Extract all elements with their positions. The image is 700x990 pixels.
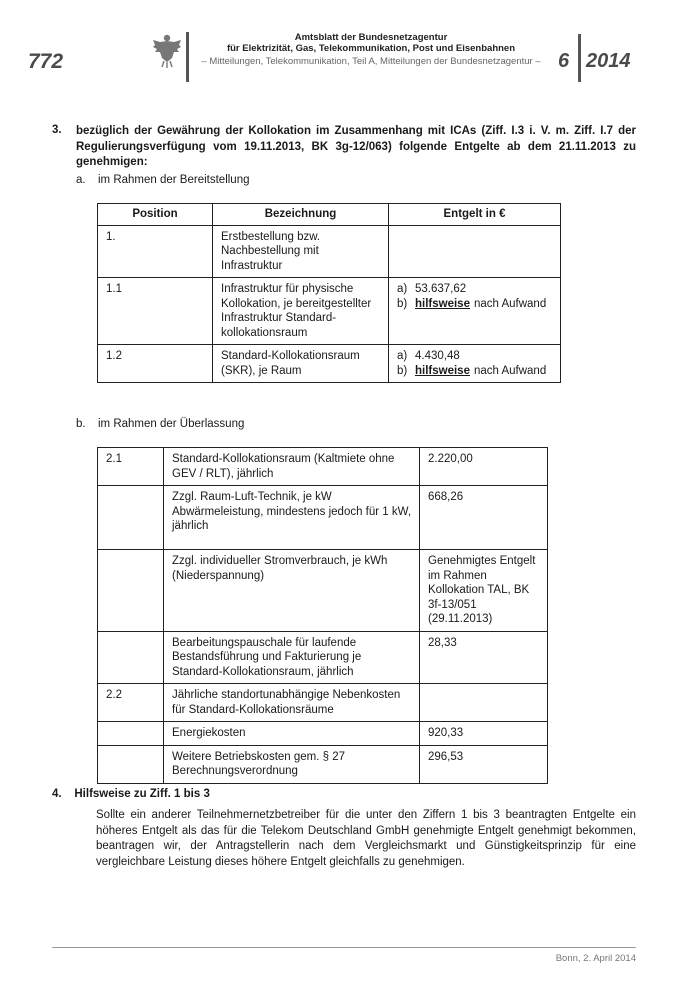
column-header-position: Position [98, 204, 213, 226]
bezeichnung-cell: Zzgl. individueller Stromverbrauch, je kWh (Niederspannung) [164, 550, 420, 632]
subsection-a-letter: a. [76, 174, 86, 186]
bezeichnung-cell: Standard-Kollokationsraum (Kaltmiete ohne GEV / RLT), jährlich [164, 448, 420, 486]
table-row [98, 550, 548, 632]
entgelt-cell: 2.220,00 [420, 448, 548, 486]
price-option-a [397, 349, 553, 364]
table-row [98, 278, 561, 345]
subsection-b-letter: b. [76, 418, 86, 430]
footer-divider [52, 947, 636, 948]
section-3-text: bezüglich der Gewährung der Kollokation im Zusammenhang mit ICAs (Ziff. I.3 i. V. m. Ziff. I.7 der Regulierungsverfügung vom 19.11.2013, BK 3g-12/063) folgende Entgelte ab dem 21.11.2013 zu genehmigen: [76, 125, 636, 168]
table-row [98, 684, 548, 722]
bezeichnung-cell: Erstbestellung bzw. Nachbestellung mit Infrastruktur [213, 225, 389, 278]
table-row [98, 486, 548, 550]
price-value: 4.430,48 [415, 350, 460, 362]
bezeichnung-cell: Zzgl. Raum-Luft-Technik, je kW Abwärmeleistung, mindestens jedoch für 1 kW, jährlich [164, 486, 420, 550]
bezeichnung-cell: Standard-Kollokationsraum (SKR), je Raum [213, 345, 389, 383]
bezeichnung-cell: Jährliche standortunabhängige Nebenkosten für Standard-Kollokationsräume [164, 684, 420, 722]
table-ueberlassung [97, 447, 548, 784]
entgelt-cell: 28,33 [420, 631, 548, 684]
position-cell [98, 486, 164, 550]
position-cell: 1.2 [98, 345, 213, 383]
section-4-title: 4. Hilfsweise zu Ziff. 1 bis 3 [52, 788, 210, 800]
section-3-number: 3. [52, 124, 62, 136]
price-option-b [397, 364, 553, 379]
position-cell: 2.1 [98, 448, 164, 486]
journal-title-line-1: Amtsblatt der Bundesnetzagentur [294, 32, 448, 43]
table-row [98, 722, 548, 746]
price-value: 53.637,62 [415, 283, 467, 295]
entgelt-cell [389, 278, 561, 345]
position-cell [98, 745, 164, 783]
column-header-entgelt: Entgelt in € [389, 204, 561, 226]
option-label: a) [397, 350, 408, 362]
bezeichnung-cell: Bearbeitungspauschale für laufende Bestandsführung und Fakturierung je Standard-Kollokationsraum, jährlich [164, 631, 420, 684]
option-label: b) [397, 364, 408, 377]
option-label: a) [397, 283, 408, 295]
federal-eagle-icon [152, 32, 182, 68]
section-4-heading [52, 788, 210, 800]
price-option-b [397, 297, 553, 312]
position-cell: 1.1 [98, 278, 213, 345]
position-cell [98, 722, 164, 746]
footer-date: Bonn, 2. April 2014 [555, 953, 636, 964]
bezeichnung-cell: Energiekosten [164, 722, 420, 746]
position-cell [98, 631, 164, 684]
entgelt-cell [389, 345, 561, 383]
entgelt-cell: Genehmigtes Entgelt im Rahmen Kollokation TAL, BK 3f-13/051 (29.11.2013) [420, 550, 548, 632]
table-row [98, 225, 561, 278]
journal-title-line-2: für Elektrizität, Gas, Telekommunikation, Post und Eisenbahnen [226, 43, 516, 54]
header-divider [186, 32, 189, 82]
option-label: b) [397, 297, 408, 310]
table-bereitstellung [97, 203, 561, 383]
bezeichnung-cell: Weitere Betriebskosten gem. § 27 Berechnungsverordnung [164, 745, 420, 783]
bezeichnung-cell: Infrastruktur für physische Kollokation, je bereitgestellter Infrastruktur Standard-kollokationsraum [213, 278, 389, 345]
emphasis-text: hilfsweise [415, 297, 470, 310]
table-row [98, 631, 548, 684]
position-cell: 2.2 [98, 684, 164, 722]
entgelt-cell [420, 684, 548, 722]
table-row [98, 745, 548, 783]
table-header-row [98, 204, 561, 226]
subsection-b-label: im Rahmen der Überlassung [98, 418, 245, 430]
table-row [98, 448, 548, 486]
position-cell [98, 550, 164, 632]
price-note: nach Aufwand [473, 297, 547, 310]
entgelt-cell: 296,53 [420, 745, 548, 783]
page-number: 772 [28, 50, 64, 73]
journal-title [196, 32, 546, 54]
table-row [98, 345, 561, 383]
subsection-a-label: im Rahmen der Bereitstellung [98, 174, 250, 186]
issue-year: 2014 [586, 50, 631, 72]
subsection-b [76, 418, 244, 430]
entgelt-cell: 920,33 [420, 722, 548, 746]
emphasis-text: hilfsweise [415, 364, 470, 377]
entgelt-cell [389, 225, 561, 278]
price-note: nach Aufwand [473, 364, 547, 377]
column-header-bezeichnung: Bezeichnung [213, 204, 389, 226]
position-cell: 1. [98, 225, 213, 278]
section-4-text: Sollte ein anderer Teilnehmernetzbetreiber für die unter den Ziffern 1 bis 3 beantragten Entgelte ein höheres Entgelt als das für die Telekom Deutschland GmbH genehmigte Entgelt genehmigt bekommen, beantragen wir, der Antragstellerin nach dem Vergleichsmarkt und Günstigkeitsprinzip für eine vergleichbare Leistung dieses höhere Entgelt gleichfalls zu genehmigen. [96, 809, 636, 868]
entgelt-cell: 668,26 [420, 486, 548, 550]
issue-number: 6 [558, 50, 570, 72]
subsection-a [76, 174, 250, 186]
issue-divider [578, 34, 581, 82]
journal-subtitle: – Mitteilungen, Telekommunikation, Teil A, Mitteilungen der Bundesnetzagentur – [201, 56, 541, 67]
price-option-a [397, 282, 553, 297]
